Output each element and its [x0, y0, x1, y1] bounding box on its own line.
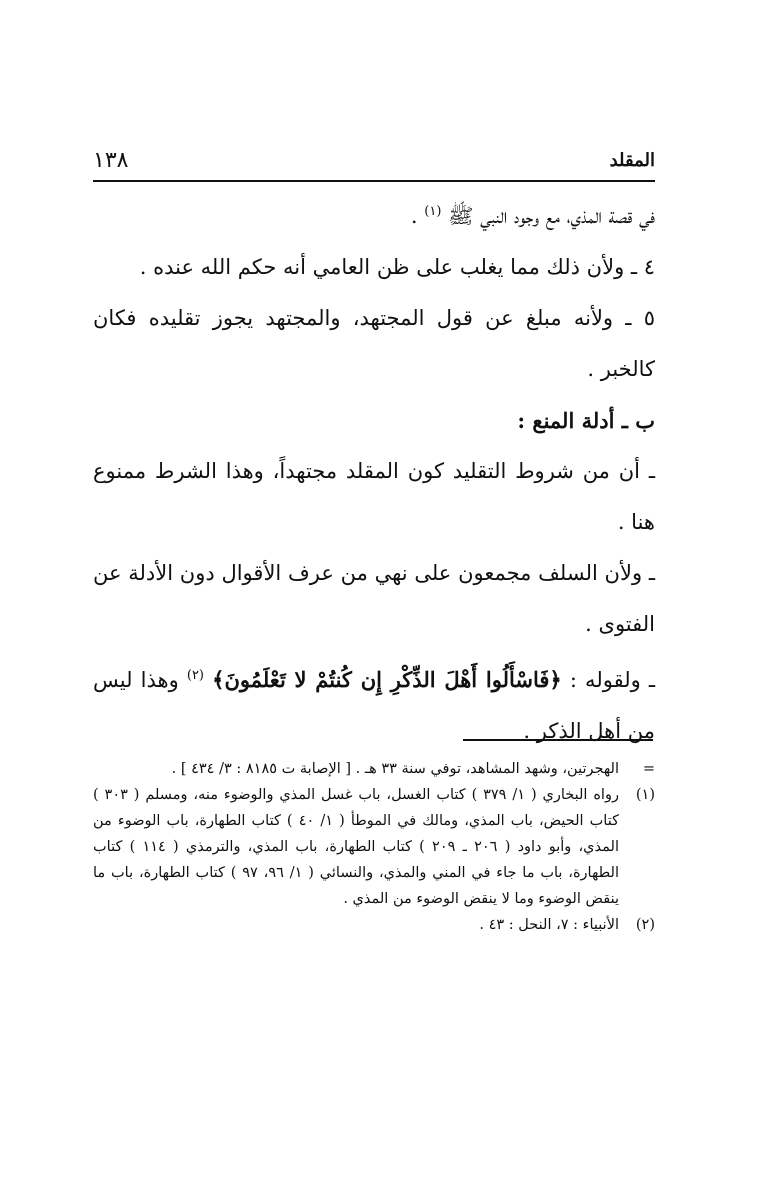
footnote-text: رواه البخاري ( ١/ ٣٧٩ ) كتاب الغسل، باب غسل المذي والوضوء منه، ومسلم ( ٣٠٣ ) كتاب الحيض، باب المذي، ومالك في الموطأ ( ١/ ٤٠ ) كتاب الطهارة، باب الوضوء من المذي، وأبو داود ( ٢٠٦ ـ ٢٠٩ ) كتاب الطهارة، باب المذي، والترمذي ( ١١٤ ) كتاب الطهارة، باب ما جاء في المني والمذي، والنسائي ( ١/ ٩٦، ٩٧ ) كتاب الطهارة، باب ما ينقض الوضوء وما لا ينقض الوضوء من المذي . — [93, 787, 619, 907]
paragraph-1-text: في قصة المذي، مع وجود النبي ﷺ — [448, 204, 655, 228]
footnote-1 — [93, 782, 655, 912]
footnote-marker: (٢) — [635, 917, 655, 933]
footnote-continued — [93, 756, 655, 782]
footnote-text: الأنبياء : ٧، النحل : ٤٣ . — [479, 917, 619, 933]
paragraph-6-end: وهذا ليس من أهل الذكر . — [93, 668, 655, 743]
section-heading: ب ـ أدلة المنع : — [517, 408, 655, 433]
paragraph-5: ـ ولأن السلف مجمعون على نهي من عرف الأقوال دون الأدلة عن الفتوى . — [93, 561, 655, 636]
paragraph-2: ٤ ـ ولأن ذلك مما يغلب على ظن العامي أنه حكم الله عنده . — [139, 255, 655, 279]
footnote-divider — [463, 739, 653, 741]
paragraph-3: ٥ ـ ولأنه مبلغ عن قول المجتهد، والمجتهد يجوز تقليده فكان كالخبر . — [93, 306, 655, 381]
header-divider — [93, 180, 655, 182]
paragraph-4: ـ أن من شروط التقليد كون المقلد مجتهداً، وهذا الشرط ممنوع هنا . — [93, 459, 655, 534]
page-number: ١٣٨ — [93, 148, 129, 173]
footnote-marker: (١) — [635, 787, 655, 803]
quran-verse: ﴿فَاسْأَلُوا أَهْلَ الذِّكْرِ إِن كُنتُمْ لا تَعْلَمُونَ﴾ — [212, 667, 562, 692]
paragraph-6-start: ـ ولقوله : — [569, 668, 656, 692]
running-title: المقلد — [609, 150, 655, 171]
footnote-ref-1[interactable]: (١) — [424, 204, 442, 219]
paragraph-1 — [93, 186, 655, 242]
main-text — [93, 186, 655, 757]
paragraph-1-end: . — [410, 204, 418, 228]
footnote-ref-2[interactable]: (٢) — [186, 668, 204, 683]
footnote-text: الهجرتين، وشهد المشاهد، توفي سنة ٣٣ هـ . [ الإصابة ت ٨١٨٥ : ٣/ ٤٣٤ ] . — [171, 761, 619, 777]
footnote-marker: = — [642, 761, 655, 777]
footnotes — [93, 756, 655, 938]
footnote-2 — [93, 912, 655, 938]
page-header — [93, 148, 655, 180]
